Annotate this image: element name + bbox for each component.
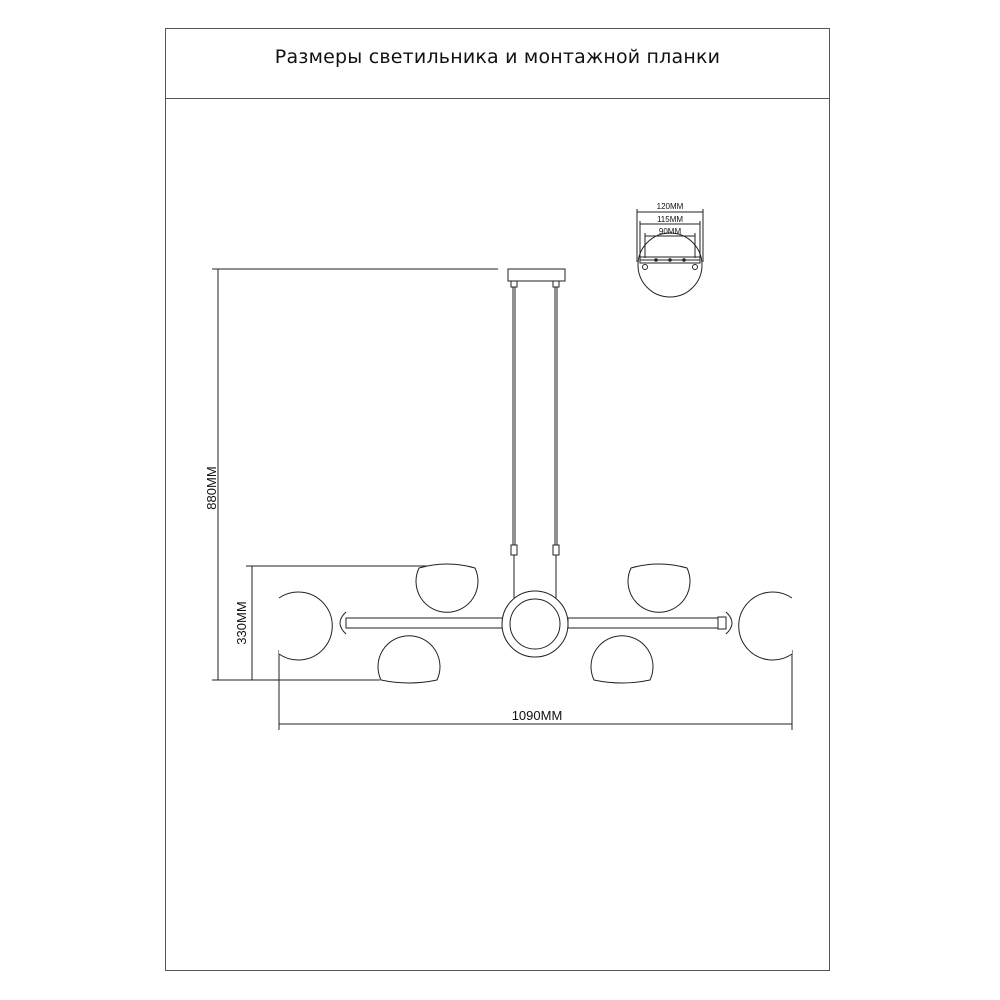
- bar-end-socket-right: [726, 612, 732, 634]
- shade-lower-right: [591, 636, 653, 683]
- label-bracket-inner-width: 90MM: [658, 227, 682, 236]
- bar-end-cap-right: [718, 617, 726, 629]
- bracket-canopy-outline: [638, 233, 702, 297]
- label-bracket-outer-width: 120MM: [656, 202, 684, 211]
- cable-clamp: [511, 281, 517, 287]
- central-ring: [502, 591, 568, 657]
- cable-lock: [553, 545, 559, 555]
- page-title: Размеры светильника и монтажной планки: [274, 46, 721, 68]
- label-body-height: 330MM: [234, 601, 249, 645]
- bracket-hole: [683, 259, 686, 262]
- shade-upper-right: [628, 564, 690, 612]
- cable-lock: [511, 545, 517, 555]
- bracket-screw-right: [693, 265, 698, 270]
- bracket-hole: [669, 259, 672, 262]
- ceiling-canopy: [508, 269, 565, 281]
- cable-clamp: [553, 281, 559, 287]
- label-total-width: 1090MM: [511, 708, 563, 723]
- bracket-screw-left: [643, 265, 648, 270]
- shade-right-end: [739, 592, 792, 660]
- lamp-suspension: [508, 269, 565, 598]
- shade-upper-left: [416, 564, 478, 612]
- shade-left-end: [279, 592, 332, 660]
- bar-right: [568, 618, 726, 628]
- ring-outer: [502, 591, 568, 657]
- bar-left: [346, 618, 504, 628]
- shade-lower-left: [378, 636, 440, 683]
- bracket-hole: [655, 259, 658, 262]
- label-total-height: 880MM: [204, 466, 219, 510]
- bar-end-socket-left: [340, 612, 346, 634]
- label-bracket-mid-width: 115MM: [656, 215, 684, 224]
